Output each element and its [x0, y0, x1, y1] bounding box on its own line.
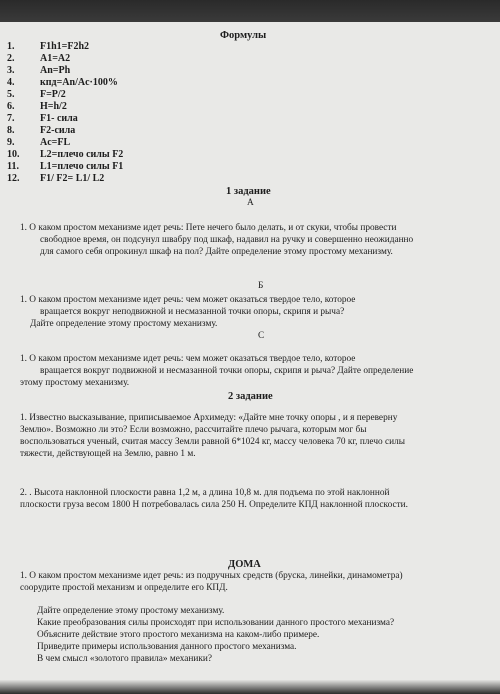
homework-list-item: В чем смысл «золотого правила» механики? [37, 654, 212, 664]
task1-b-line: Дайте определение этому простому механизму. [30, 319, 218, 329]
task1-heading: 1 задание [226, 186, 271, 197]
homework-list-item: Объясните действие этого простого механизма на каком-либо примере. [37, 630, 320, 640]
formula-item: 1. F1h1=F2h2 [7, 41, 90, 52]
formula-item: 4. кпд=An/Ac·100% [7, 77, 118, 88]
formula-item: 10. L2=плечо силы F2 [7, 149, 124, 160]
homework-line: 1. О каком простом механизме идет речь: из подручных средств (бруска, линейки, динамометра) [20, 571, 403, 581]
homework-list-item: Дайте определение этому простому механизму. [37, 606, 225, 616]
task2-q2-line: плоскости груза весом 1800 Н потребовалась сила 250 Н. Определите КПД наклонной плоскости. [20, 500, 408, 510]
homework-list-item: Какие преобразования силы происходят при использовании данного простого механизма? [37, 618, 395, 628]
homework-line: соорудите простой механизм и определите его КПД. [20, 583, 228, 593]
formula-item: 8. F2-сила [7, 125, 76, 136]
homework-list-item: Приведите примеры использования данного простого механизма. [37, 642, 297, 652]
formula-item: 2. A1=A2 [7, 53, 71, 64]
task2-q1-line: 1. Известно высказывание, приписываемое Архимеду: «Дайте мне точку опоры , и я переверну [20, 413, 398, 423]
task2-heading: 2 задание [228, 391, 273, 402]
task2-q1-line: тяжести, действующей на Землю, равно 1 м. [20, 449, 196, 459]
task1-a-line: свободное время, он подсунул швабру под шкаф, надавил на ручку и совершенно неожиданно [40, 235, 414, 245]
task1-variant-a-letter: А [247, 198, 254, 208]
formula-item: 12. F1/ F2= L1/ L2 [7, 173, 105, 184]
task1-variant-b-letter: Б [258, 281, 264, 291]
formulas-title: Формулы [220, 30, 267, 41]
task2-q2-line: 2. . Высота наклонной плоскости равна 1,2 м, а длина 10,8 м. для подъема по этой наклонной [20, 488, 390, 498]
task1-variant-c-letter: С [258, 331, 265, 341]
task2-q1-line: Землю». Возможно ли это? Если возможно, рассчитайте плечо рычага, которым мог бы [20, 425, 367, 435]
homework-heading: ДОМА [228, 559, 261, 570]
formula-item: 7. F1- сила [7, 113, 78, 124]
formula-item: 6. H=h/2 [7, 101, 67, 112]
formula-item: 9. Ac=FL [7, 137, 71, 148]
task1-c-line: вращается вокруг подвижной и несмазанной точки опоры, скрипя и рыча? Дайте определение [40, 366, 414, 376]
task1-a-line: для самого себя опрокинул шкаф на пол? Дайте определение этому простому механизму. [40, 247, 393, 257]
task1-b-line: 1. О каком простом механизме идет речь: чем может оказаться твердое тело, которое [20, 295, 356, 305]
task1-b-line: вращается вокруг неподвижной и несмазанной точки опоры, скрипя и рыча? [40, 307, 345, 317]
task1-c-line: 1. О каком простом механизме идет речь: чем может оказаться твердое тело, которое [20, 354, 356, 364]
task1-c-line: этому простому механизму. [20, 378, 130, 388]
formula-item: 3. An=Ph [7, 65, 71, 76]
task1-a-line: 1. О каком простом механизме идет речь: Пете нечего было делать, и от скуки, чтобы провести [20, 223, 397, 233]
task2-q1-line: воспользоваться ученый, считая массу Земли равной 6*1024 кг, массу человека 70 кг, плечо силы [20, 437, 405, 447]
formula-item: 11. L1=плечо силы F1 [7, 161, 124, 172]
formula-item: 5. F=P/2 [7, 89, 66, 100]
